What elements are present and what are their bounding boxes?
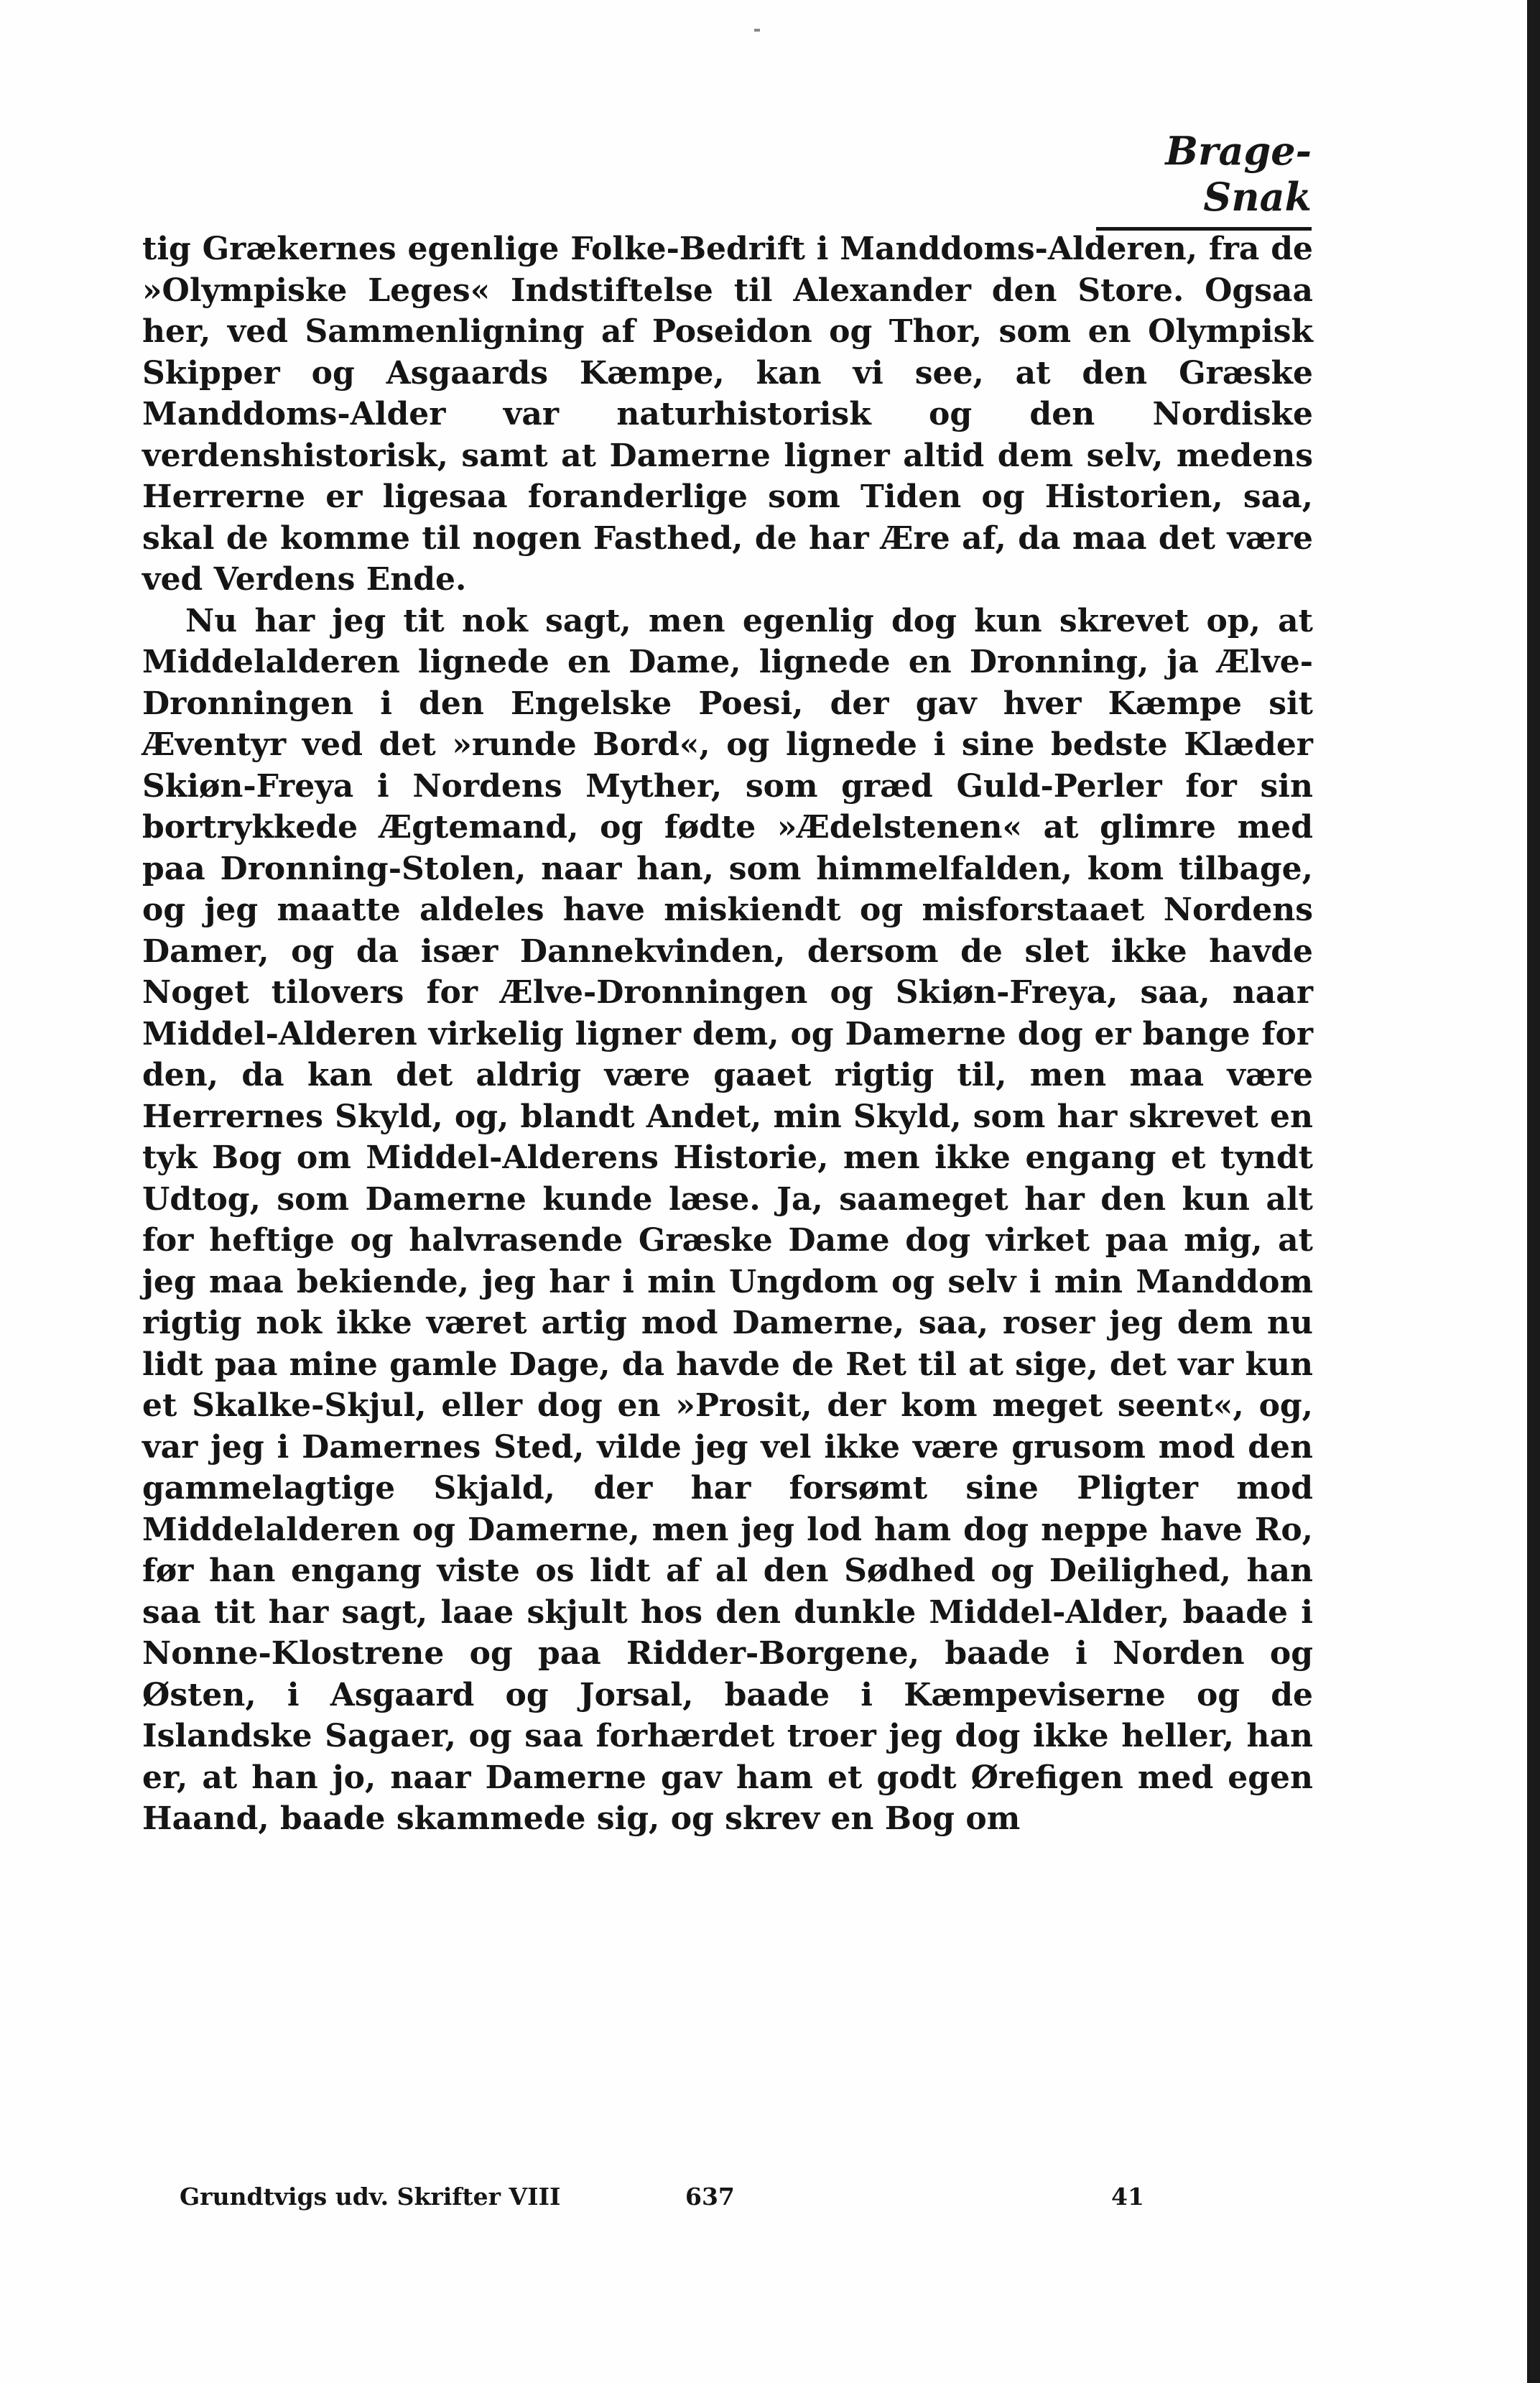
running-head: Brage-Snak	[1096, 128, 1312, 231]
footer-page-number: 637	[685, 2183, 735, 2211]
paragraph-2: Nu har jeg tit nok sagt, men egenlig dog kun skrevet op, at Middelalderen lignede en Dame, lignede en Dronning, ja Ælve-Dronningen i den Engelske Poesi, der gav hver Kæmpe sit Æventyr ved det »runde Bord«, og lignede i sine bedste Klæder Skiøn-Freya i Nordens Myther, som græd Guld-Perler for sin bortrykkede Ægtemand, og fødte »Ædelstenen« at glimre med paa Dronning-Stolen, naar han, som himmelfalden, kom tilbage, og jeg maatte aldeles have miskiendt og misforstaaet Nordens Damer, og da især Dannekvinden, dersom de slet ikke havde Noget tilovers for Ælve-Dronningen og Skiøn-Freya, saa, naar Middel-Alderen virkelig ligner dem, og Damerne dog er bange for den, da kan det aldrig være gaaet rigtig til, men maa være Herrernes Skyld, og, blandt Andet, min Skyld, som har skrevet en tyk Bog om Middel-Alderens Historie, men ikke engang et tyndt Udtog, som Damerne kunde læse. Ja, saameget har den kun alt for heftige og halvrasende Græske Dame dog virket paa mig, at jeg maa bekiende, jeg har i min Ungdom og selv i min Manddom rigtig nok ikke været artig mod Damerne, saa, roser jeg dem nu lidt paa mine gamle Dage, da havde de Ret til at sige, det var kun et Skalke-Skjul, eller dog en »Prosit, der kom meget seent«, og, var jeg i Damernes Sted, vilde jeg vel ikke være grusom mod den gammelagtige Skjald, der har forsømt sine Pligter mod Middelalderen og Damerne, men jeg lod ham dog neppe have Ro, før han engang viste os lidt af al den Sødhed og Deilighed, han saa tit har sagt, laae skjult hos den dunkle Middel-Alder, baade i Nonne-Klostrene og paa Ridder-Borgene, baade i Norden og Østen, i Asgaard og Jorsal, baade i Kæmpeviserne og de Islandske Sagaer, og saa forhærdet troer jeg dog ikke heller, han er, at han jo, naar Damerne gav ham et godt Ørefigen med egen Haand, baade skammede sig, og skrev en Bog om	[142, 602, 1313, 1837]
footer-signature: 41	[1111, 2183, 1144, 2211]
body-text	[142, 228, 1313, 1840]
footer-source: Grundtvigs udv. Skrifter VIII	[180, 2183, 561, 2211]
paragraph-1: tig Grækernes egenlige Folke-Bedrift i Manddoms-Alderen, fra de »Olympiske Leges« Indstiftelse til Alexander den Store. Ogsaa her, ved Sammenligning af Poseidon og Thor, som en Olympisk Skipper og Asgaards Kæmpe, kan vi see, at den Græske Manddoms-Alder var naturhistorisk og den Nordiske verdenshistorisk, samt at Damerne ligner altid dem selv, medens Herrerne er ligesaa foranderlige som Tiden og Historien, saa, skal de komme til nogen Fasthed, de har Ære af, da maa det være ved Verdens Ende.	[142, 231, 1313, 598]
scan-mark	[754, 29, 760, 32]
page-footer	[180, 2183, 1329, 2218]
